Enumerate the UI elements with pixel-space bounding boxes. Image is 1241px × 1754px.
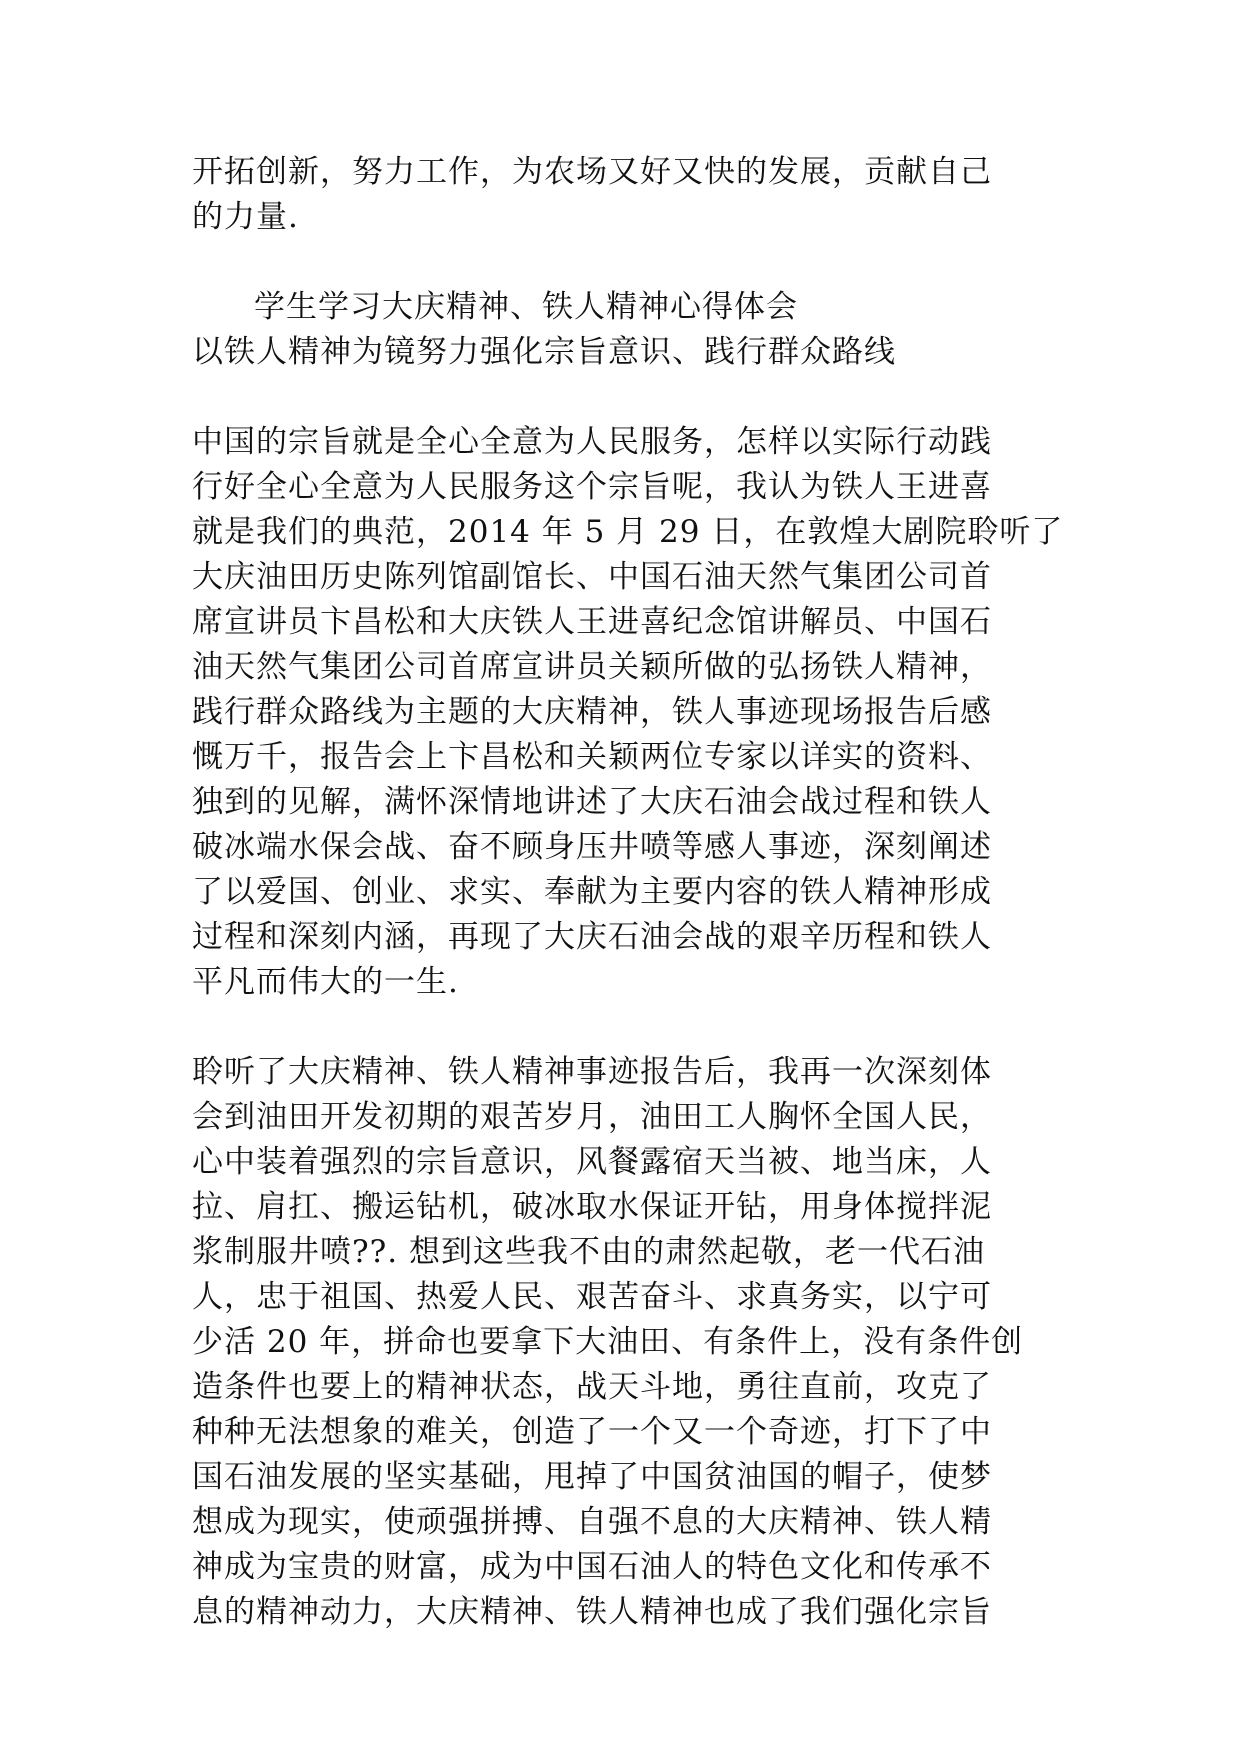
document-body [192,150,1072,1635]
text-line: 的力量. [192,199,299,235]
text-line: 行好全心全意为人民服务这个宗旨呢，我认为铁人王进喜 [192,469,992,505]
paragraph-gap [192,240,1072,285]
text-line: 造条件也要上的精神状态，战天斗地，勇往直前，攻克了 [192,1369,992,1405]
paragraph-gap [192,375,1072,420]
title-line-1: 学生学习大庆精神、铁人精神心得体会 [254,289,798,325]
text-line: 践行群众路线为主题的大庆精神，铁人事迹现场报告后感 [192,694,992,730]
text-line: 过程和深刻内涵，再现了大庆石油会战的艰辛历程和铁人 [192,919,992,955]
text-line: 想成为现实，使顽强拼搏、自强不息的大庆精神、铁人精 [192,1504,992,1540]
text-line: 神成为宝贵的财富，成为中国石油人的特色文化和传承不 [192,1549,992,1585]
text-line: 破冰端水保会战、奋不顾身压井喷等感人事迹，深刻阐述 [192,829,992,865]
text-line: 拉、肩扛、搬运钻机，破冰取水保证开钻，用身体搅拌泥 [192,1189,992,1225]
text-line: 席宣讲员卞昌松和大庆铁人王进喜纪念馆讲解员、中国石 [192,604,992,640]
text-line: 慨万千，报告会上卞昌松和关颖两位专家以详实的资料、 [192,739,992,775]
text-line: 了以爱国、创业、求实、奉献为主要内容的铁人精神形成 [192,874,992,910]
text-line: 息的精神动力，大庆精神、铁人精神也成了我们强化宗旨 [192,1594,992,1630]
text-line: 中国的宗旨就是全心全意为人民服务，怎样以实际行动践 [192,424,992,460]
paragraph-2 [192,1050,1072,1635]
text-line: 国石油发展的坚实基础，甩掉了中国贫油国的帽子，使梦 [192,1459,992,1495]
paragraph-1 [192,420,1072,1005]
article-title [192,285,1072,375]
text-line: 心中装着强烈的宗旨意识，风餐露宿天当被、地当床，人 [192,1144,992,1180]
text-line: 大庆油田历史陈列馆副馆长、中国石油天然气集团公司首 [192,559,992,595]
text-line: 就是我们的典范，2014 年 5 月 29 日，在敦煌大剧院聆听了 [192,514,1064,550]
text-line: 平凡而伟大的一生. [192,964,459,1000]
text-line: 种种无法想象的难关，创造了一个又一个奇迹，打下了中 [192,1414,992,1450]
text-line: 少活 20 年，拼命也要拿下大油田、有条件上，没有条件创 [192,1324,1024,1360]
text-line: 油天然气集团公司首席宣讲员关颖所做的弘扬铁人精神， [192,649,992,685]
title-line-2: 以铁人精神为镜努力强化宗旨意识、践行群众路线 [192,334,896,370]
text-line: 浆制服井喷??. 想到这些我不由的肃然起敬，老一代石油 [192,1234,985,1270]
text-line: 人，忠于祖国、热爱人民、艰苦奋斗、求真务实，以宁可 [192,1279,992,1315]
text-line: 会到油田开发初期的艰苦岁月，油田工人胸怀全国人民， [192,1099,992,1135]
intro-paragraph [192,150,1072,240]
paragraph-gap [192,1005,1072,1050]
text-line: 独到的见解，满怀深情地讲述了大庆石油会战过程和铁人 [192,784,992,820]
text-line: 开拓创新，努力工作，为农场又好又快的发展，贡献自己 [192,154,992,190]
text-line: 聆听了大庆精神、铁人精神事迹报告后，我再一次深刻体 [192,1054,992,1090]
